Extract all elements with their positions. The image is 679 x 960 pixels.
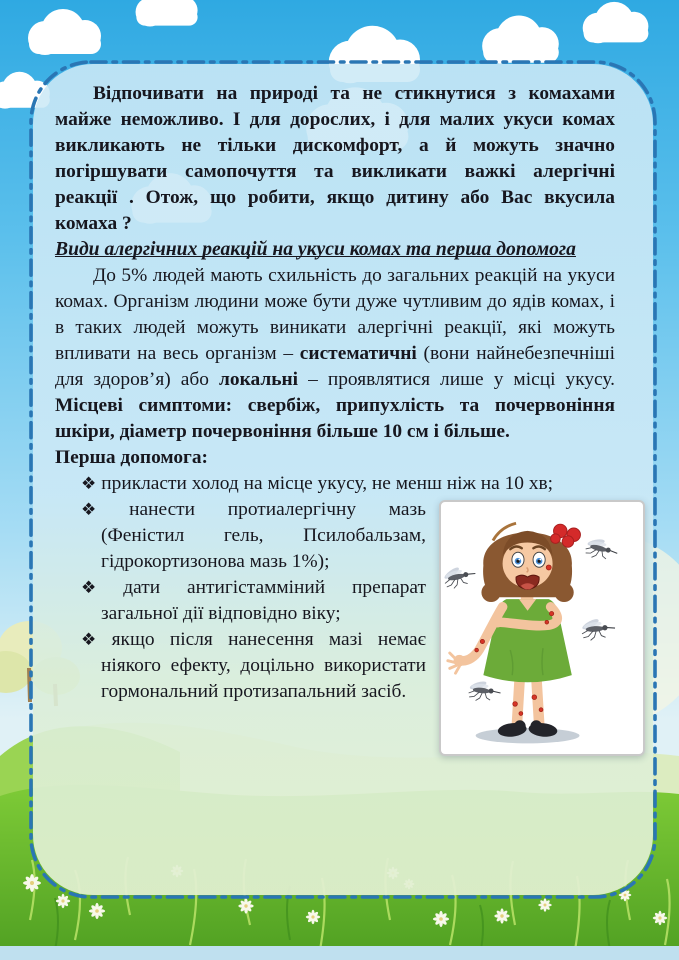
body-text-2: (вони найнебезпечніші для здоров’я) або (55, 343, 615, 390)
diamond-bullet-icon: ❖ (81, 500, 125, 519)
hair-curl-left (481, 583, 500, 602)
body-text-3: – проявлятися лише у місці укусу. (298, 369, 615, 390)
term-systemic: систематичні (299, 343, 417, 364)
mosquito-icon (584, 534, 620, 563)
first-aid-list (55, 471, 615, 760)
hair-curl-right (554, 583, 573, 602)
local-symptoms-text: Місцеві симптоми: свербіж, припухлість та почервоніння шкіри, діаметр почервоніння більше 10 см і більше. (55, 395, 615, 442)
mosquito-icon (443, 562, 477, 590)
body-paragraph (55, 263, 615, 445)
body-text-1: До 5% людей мають схильність до загальних реакцій на укуси комах. Організм людини може бути дуже чутливим до ядів комах, і в таких людей можуть виникати алергічні реакції, які можуть впливати на весь організм – (55, 265, 615, 364)
list-item-text: нанести протиалергічну мазь (Феністил гель, Псилобальзам, гідрокортизонова мазь 1%); (101, 499, 426, 572)
bottom-strip (0, 946, 679, 960)
intro-paragraph: Відпочивати на природі та не стикнутися з комахами майже неможливо. І для дорослих, і для малих укуси комах викликають не тільки дискомфорт, а й можуть значно погіршувати самопочуття та викликати важкі алергічні реакції . Отож, що робити, якщо дитину або Вас вкусила комаха ? (55, 83, 615, 234)
term-local: локальні (219, 369, 299, 390)
illustration-card (439, 500, 645, 756)
list-item (81, 471, 615, 497)
content-panel (33, 64, 653, 895)
mosquito-icon (467, 678, 501, 703)
hair-bow-icon (551, 524, 581, 547)
first-aid-title: Перша допомога: (55, 447, 208, 468)
ground-shadow (476, 728, 580, 743)
list-item-text: дати антигістамміний препарат загальної дії відповідно віку; (101, 577, 426, 624)
list-item-text: прикласти холод на місце укусу, не менш ніж на 10 хв; (101, 473, 554, 494)
diamond-bullet-icon: ❖ (81, 474, 97, 493)
scared-girl-illustration (443, 504, 641, 752)
cheek-bite-mark (546, 565, 551, 570)
section-heading: Види алергічних реакцій на укуси комах та перша допомога (55, 239, 576, 260)
list-item-text: якщо після нанесення мазі немає ніякого ефекту, доцільно використати гормональний протизапальний засіб. (101, 629, 426, 702)
diamond-bullet-icon: ❖ (81, 630, 107, 649)
mosquito-icon (581, 616, 616, 641)
diamond-bullet-icon: ❖ (81, 578, 119, 597)
